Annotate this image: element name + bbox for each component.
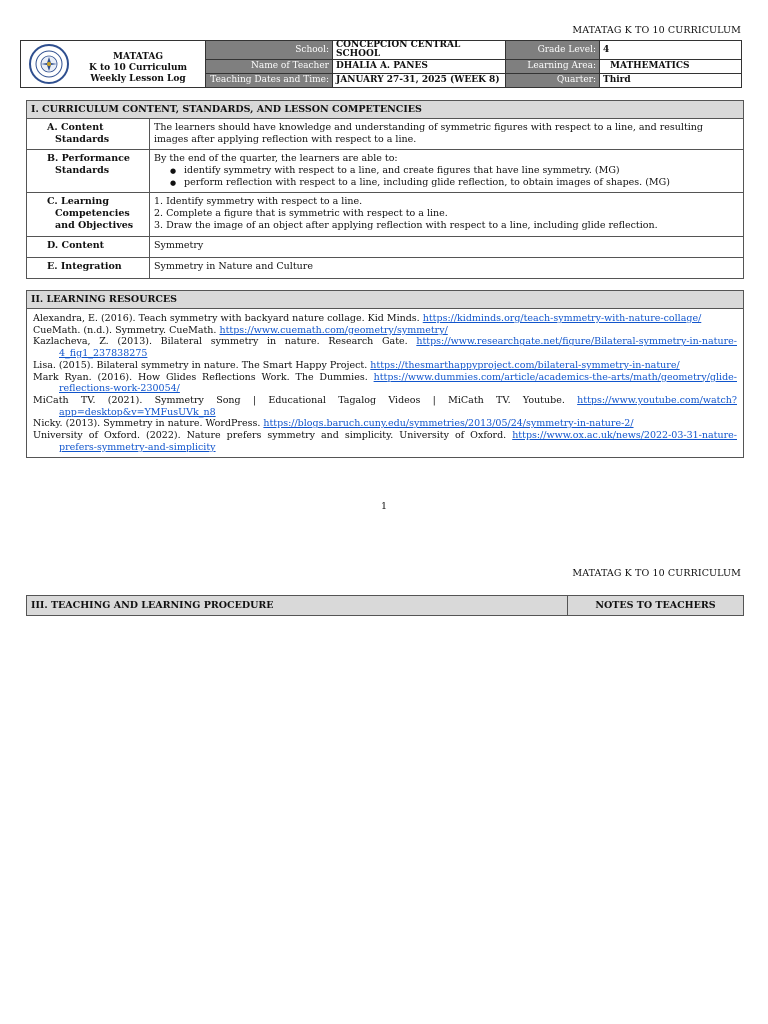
- page-number: 1: [380, 501, 388, 512]
- resources-table: [26, 290, 744, 458]
- content-label: [27, 237, 150, 258]
- teacher-value: DHALIA A. PANES: [333, 60, 506, 74]
- content-text: Symmetry: [150, 237, 744, 258]
- ref-text: Nicky. (2013). Symmetry in nature. WordPress.: [33, 418, 264, 430]
- list-item: [33, 430, 737, 453]
- grade-value: 4: [600, 41, 741, 60]
- table-row: [27, 258, 744, 279]
- table-row: [27, 150, 744, 193]
- section3-title: III. TEACHING AND LEARNING PROCEDURE: [27, 596, 568, 615]
- label-line: Standards: [55, 134, 110, 145]
- performance-list: [154, 165, 739, 189]
- quarter-label: Quarter:: [506, 74, 600, 88]
- logo-text: [73, 52, 203, 85]
- ref-text: Mark Ryan. (2016). How Glides Reflections Work. The Dummies.: [33, 371, 374, 383]
- list-item: ● identify symmetry with respect to a line, and create figures that have line symmetry. (MG): [184, 165, 739, 177]
- logo-line-1: MATATAG: [112, 52, 164, 62]
- curriculum-label: MATATAG K TO 10 CURRICULUM: [572, 25, 741, 36]
- integration-label: [27, 258, 150, 279]
- ref-link[interactable]: https://thesmarthappyproject.com/bilateral-symmetry-in-nature/: [370, 359, 680, 371]
- school-value: CONCEPCION CENTRAL SCHOOL: [333, 41, 506, 60]
- section1-title: I. CURRICULUM CONTENT, STANDARDS, AND LESSON COMPETENCIES: [27, 101, 744, 119]
- dates-value: JANUARY 27-31, 2025 (WEEK 8): [333, 74, 506, 88]
- competencies-label: [27, 193, 150, 237]
- ref-text: University of Oxford. (2022). Nature prefers symmetry and simplicity. University of Oxford.: [33, 430, 513, 442]
- header-info-table: [20, 40, 742, 88]
- ref-link[interactable]: https://kidminds.org/teach-symmetry-with-nature-collage/: [422, 313, 702, 324]
- ref-link[interactable]: https://www.cuemath.com/geometry/symmetry/: [219, 324, 448, 336]
- ref-link[interactable]: https://www.ox.ac.uk/news/2022-03-31-nature- prefers-symmetry-and-simplicity: [59, 430, 737, 453]
- deped-seal-icon: [29, 44, 69, 84]
- notes-to-teachers: NOTES TO TEACHERS: [595, 600, 716, 611]
- label-line: E. Integration: [47, 261, 122, 272]
- list-item: [33, 336, 737, 359]
- ref-text: CueMath. (n.d.). Symmetry. CueMath.: [33, 324, 220, 336]
- ref-text: MiCath TV. (2021). Symmetry Song | Educational Tagalog Videos | MiCath TV. Youtube.: [33, 394, 578, 406]
- performance-standards-label: [27, 150, 150, 193]
- label-line: and Objectives: [55, 220, 134, 231]
- label-line: C. Learning: [47, 196, 109, 207]
- dates-label: Teaching Dates and Time:: [206, 74, 333, 88]
- list-item: [33, 360, 737, 372]
- section2-title: II. LEARNING RESOURCES: [27, 291, 744, 309]
- list-item: 1. Identify symmetry with respect to a line.: [154, 196, 363, 207]
- school-label: School:: [206, 41, 333, 60]
- ref-link[interactable]: https://blogs.baruch.cuny.edu/symmetries/2013/05/24/symmetry-in-nature-2/: [263, 418, 634, 430]
- list-item: [33, 372, 737, 395]
- list-item: [33, 325, 737, 337]
- label-line: Standards: [55, 165, 110, 176]
- label-line: Competencies: [55, 208, 130, 219]
- logo-line-3: Weekly Lesson Log: [90, 74, 186, 84]
- resources-list: [27, 309, 744, 458]
- ref-link[interactable]: https://www.researchgate.net/figure/Bilateral-symmetry-in-nature-4_fig1_237838275: [59, 336, 737, 360]
- label-line: A. Content: [47, 122, 104, 133]
- competencies-text: [150, 193, 744, 237]
- table-row: [27, 119, 744, 150]
- performance-intro: By the end of the quarter, the learners are able to:: [154, 153, 398, 164]
- ref-link[interactable]: https://www.youtube.com/watch?app=desktop&v=YMFusUVk_n8: [59, 394, 737, 418]
- table-row: [27, 237, 744, 258]
- label-line: B. Performance: [47, 153, 130, 164]
- content-standards-text: The learners should have knowledge and understanding of symmetric figures with respect to a line, and resulting images after applying reflection with respect to a line.: [150, 119, 744, 150]
- curriculum-label: MATATAG K TO 10 CURRICULUM: [572, 568, 741, 579]
- list-item: 3. Draw the image of an object after applying reflection with respect to a line, including glide reflection.: [154, 220, 658, 231]
- curriculum-table: [26, 100, 744, 279]
- logo-line-2: K to 10 Curriculum: [88, 63, 188, 73]
- grade-label: Grade Level:: [506, 41, 600, 60]
- area-value: MATHEMATICS: [600, 60, 741, 74]
- ref-text: Lisa. (2015). Bilateral symmetry in nature. The Smart Happy Project.: [33, 359, 371, 371]
- list-item: [33, 313, 737, 325]
- logo-cell: [21, 41, 206, 87]
- integration-text: Symmetry in Nature and Culture: [150, 258, 744, 279]
- ref-text: Alexandra, E. (2016). Teach symmetry with backyard nature collage. Kid Minds.: [33, 313, 423, 324]
- performance-standards-text: [150, 150, 744, 193]
- list-item: ● perform reflection with respect to a line, including glide reflection, to obtain images of shapes. (MG): [184, 177, 739, 189]
- area-label: Learning Area:: [506, 60, 600, 74]
- ref-link[interactable]: https://www.dummies.com/article/academics-the-arts/math/geometry/glide-reflections-work-230054/: [59, 371, 737, 395]
- list-item: [33, 395, 737, 418]
- list-item: [33, 418, 737, 430]
- content-standards-label: [27, 119, 150, 150]
- procedure-header: [26, 595, 744, 616]
- info-grid: [206, 41, 741, 87]
- table-row: [27, 193, 744, 237]
- teacher-label: Name of Teacher: [206, 60, 333, 74]
- label-line: D. Content: [47, 240, 105, 251]
- list-item: 2. Complete a figure that is symmetric with respect to a line.: [154, 208, 448, 219]
- quarter-value: Third: [600, 74, 741, 88]
- ref-text: Kazlacheva, Z. (2013). Bilateral symmetry in nature. Research Gate.: [33, 336, 417, 348]
